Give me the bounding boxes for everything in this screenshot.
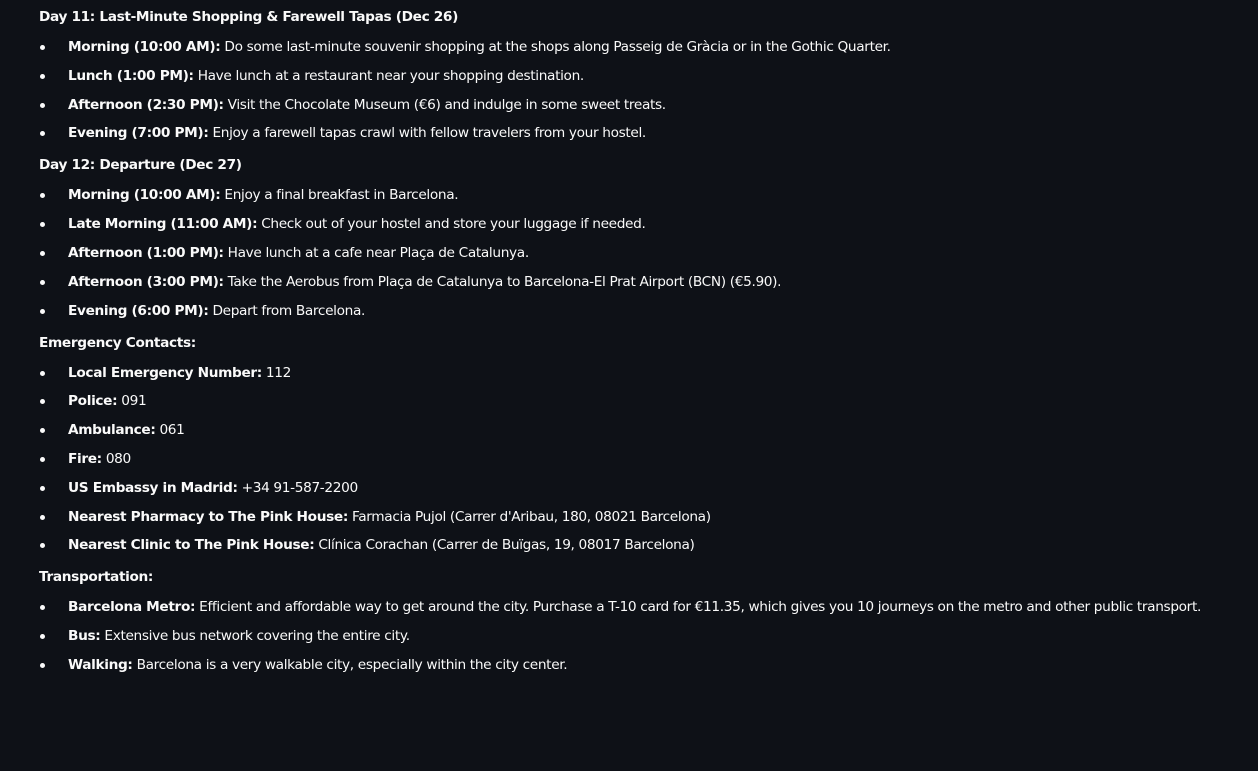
- item-text: Check out of your hostel and store your luggage if needed.: [257, 216, 646, 233]
- item-label: Barcelona Metro:: [68, 599, 196, 616]
- item-text: Extensive bus network covering the entire city.: [100, 628, 410, 645]
- list-item: [39, 363, 1239, 383]
- bullet-icon: [40, 193, 45, 198]
- chat-message-content: [39, 7, 1239, 675]
- item-label: US Embassy in Madrid:: [68, 479, 238, 496]
- list-item: [39, 655, 1239, 675]
- bullet-list: [39, 185, 1239, 320]
- item-text: Do some last-minute souvenir shopping at the shops along Passeig de Gràcia or in the Gothic Quarter.: [220, 39, 891, 55]
- item-text: Enjoy a final breakfast in Barcelona.: [220, 187, 459, 204]
- item-text: Efficient and affordable way to get around the city. Purchase a T-10 card for €11.35, which gives you 10 journeys on the metro and other public transport.: [195, 599, 1201, 616]
- bullet-icon: [40, 309, 45, 314]
- list-item: [39, 626, 1239, 646]
- bullet-list: [39, 597, 1239, 675]
- list-item: [39, 391, 1239, 411]
- bullet-list: [39, 363, 1239, 556]
- bullet-icon: [40, 428, 45, 433]
- item-label: Police:: [68, 393, 118, 410]
- item-text: Barcelona is a very walkable city, especially within the city center.: [132, 656, 568, 673]
- list-item: [39, 420, 1239, 440]
- item-label: Afternoon (2:30 PM):: [68, 96, 224, 113]
- list-item: [39, 123, 1239, 143]
- item-label: Afternoon (1:00 PM):: [68, 244, 224, 261]
- section-transportation: [39, 567, 1239, 675]
- bullet-list: [39, 37, 1239, 143]
- item-label: Morning (10:00 AM):: [68, 187, 221, 204]
- list-item: [39, 95, 1239, 115]
- bullet-icon: [40, 486, 45, 491]
- section-heading: Day 12: Departure (Dec 27): [39, 157, 242, 174]
- item-text: 061: [155, 422, 185, 439]
- item-text: 091: [117, 393, 147, 410]
- bullet-icon: [40, 457, 45, 462]
- bullet-icon: [40, 222, 45, 227]
- list-item: [39, 66, 1239, 86]
- section-emergency-contacts: [39, 333, 1239, 556]
- item-label: Afternoon (3:00 PM):: [68, 273, 224, 290]
- item-label: Bus:: [68, 628, 101, 645]
- item-text: 112: [261, 364, 291, 381]
- item-text: Enjoy a farewell tapas crawl with fellow travelers from your hostel.: [208, 125, 646, 142]
- list-item: [39, 243, 1239, 263]
- section-day-12: [39, 155, 1239, 320]
- list-item: [39, 507, 1239, 527]
- bullet-icon: [40, 251, 45, 256]
- bullet-icon: [40, 605, 45, 610]
- bullet-icon: [40, 280, 45, 285]
- item-label: Walking:: [68, 656, 133, 673]
- item-label: Nearest Clinic to The Pink House:: [68, 537, 315, 554]
- item-text: Have lunch at a cafe near Plaça de Catalunya.: [223, 244, 529, 261]
- item-text: 080: [101, 450, 131, 467]
- item-text: +34 91-587-2200: [237, 479, 358, 496]
- item-text: Visit the Chocolate Museum (€6) and indulge in some sweet treats.: [223, 96, 666, 113]
- bullet-icon: [40, 663, 45, 668]
- item-label: Nearest Pharmacy to The Pink House:: [68, 508, 348, 525]
- item-text: Have lunch at a restaurant near your shopping destination.: [193, 67, 584, 84]
- list-item: [39, 597, 1239, 617]
- item-text: Take the Aerobus from Plaça de Catalunya to Barcelona-El Prat Airport (BCN) (€5.90).: [223, 273, 782, 290]
- bullet-icon: [40, 371, 45, 376]
- list-item: [39, 214, 1239, 234]
- item-text: Clínica Corachan (Carrer de Buïgas, 19, 08017 Barcelona): [314, 537, 695, 554]
- list-item: [39, 301, 1239, 321]
- item-label: Local Emergency Number:: [68, 364, 262, 381]
- section-heading: Transportation:: [39, 569, 154, 586]
- item-label: Fire:: [68, 450, 102, 467]
- section-heading: Emergency Contacts:: [39, 334, 196, 351]
- list-item: [39, 449, 1239, 469]
- bullet-icon: [40, 634, 45, 639]
- bullet-icon: [40, 543, 45, 548]
- item-text: Farmacia Pujol (Carrer d'Aribau, 180, 08021 Barcelona): [347, 508, 711, 525]
- bullet-icon: [40, 103, 45, 108]
- item-label: Evening (6:00 PM):: [68, 302, 209, 319]
- list-item: [39, 185, 1239, 205]
- item-label: Lunch (1:00 PM):: [68, 67, 194, 84]
- item-label: Ambulance:: [68, 422, 156, 439]
- bullet-icon: [40, 45, 45, 50]
- list-item: [39, 37, 1239, 57]
- section-heading: Day 11: Last-Minute Shopping & Farewell Tapas (Dec 26): [39, 9, 459, 25]
- item-label: Late Morning (11:00 AM):: [68, 216, 258, 233]
- list-item: [39, 535, 1239, 555]
- list-item: [39, 478, 1239, 498]
- item-label: Morning (10:00 AM):: [68, 39, 221, 55]
- item-text: Depart from Barcelona.: [208, 302, 365, 319]
- section-day-11: [39, 7, 1239, 143]
- item-label: Evening (7:00 PM):: [68, 125, 209, 142]
- bullet-icon: [40, 131, 45, 136]
- bullet-icon: [40, 515, 45, 520]
- bullet-icon: [40, 74, 45, 79]
- bullet-icon: [40, 399, 45, 404]
- list-item: [39, 272, 1239, 292]
